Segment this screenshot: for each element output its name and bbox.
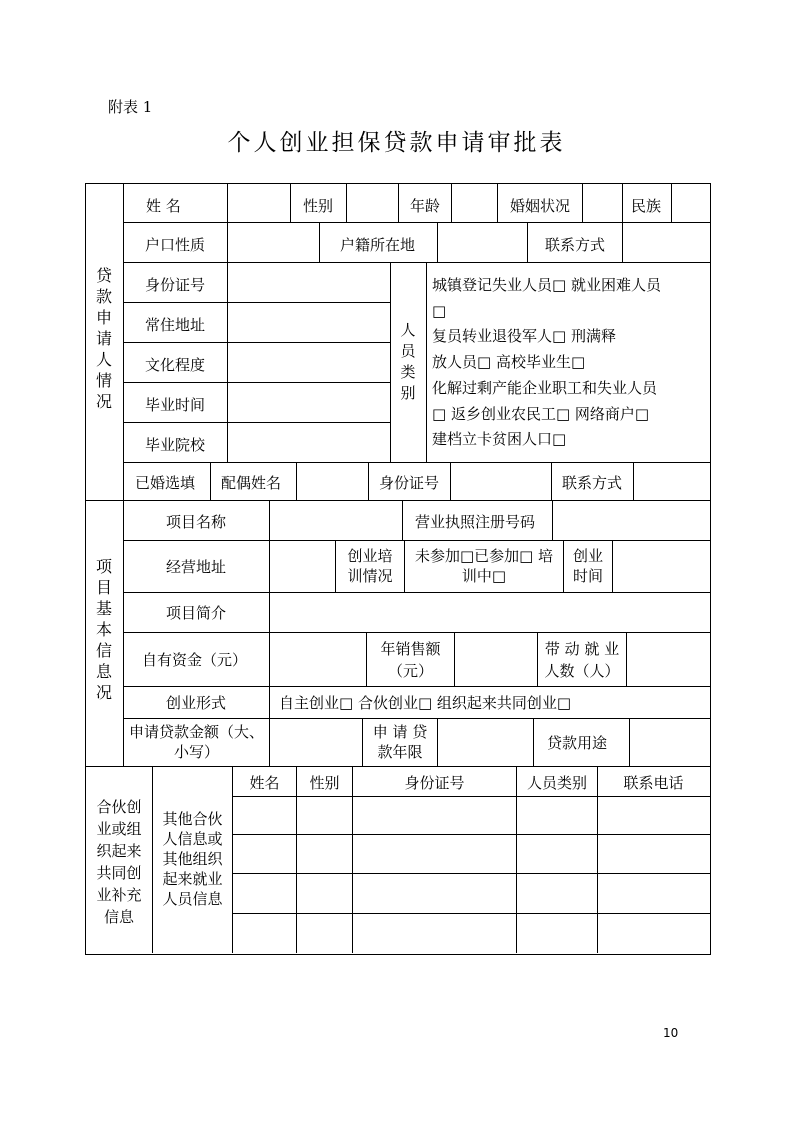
business-form-label: 创业形式: [166, 694, 227, 712]
start-time-label: 创业 时间: [572, 547, 603, 585]
spouse-id-field[interactable]: [451, 463, 551, 500]
contact-label: 联系方式: [545, 236, 606, 254]
graduation-school-label: 毕业院校: [145, 436, 206, 454]
own-funds-field[interactable]: [270, 633, 366, 686]
loan-use-field[interactable]: [630, 719, 709, 766]
jobs-created-label: 带 动 就 业 人数（人）: [544, 640, 620, 680]
gender-label: 性别: [303, 197, 334, 215]
spouse-id-label: 身份证号: [379, 474, 440, 492]
spouse-name-field[interactable]: [297, 463, 368, 500]
ethnicity-field[interactable]: [672, 184, 709, 222]
business-address-label: 经营地址: [166, 558, 227, 576]
name-label: 姓 名: [146, 197, 181, 215]
project-intro-label: 项目简介: [166, 604, 227, 622]
category-options[interactable]: 城镇登记失业人员□ 就业困难人员 □ 复员转业退役军人□ 刑满释 放人员□ 高校毕业生□ 化解过剩产能企业职工和失业人员 □ 返乡创业农民工□ 网络商户□ 建档立卡贫困人口□: [432, 276, 661, 449]
business-address-field[interactable]: [270, 541, 335, 592]
loan-use-label: 贷款用途: [547, 734, 608, 752]
loan-term-label: 申 请 贷 款年限: [372, 723, 428, 761]
spouse-contact-field[interactable]: [634, 463, 709, 500]
appendix-label: 附表 1: [108, 98, 153, 116]
other-partners-label: 其他合伙 人信息或 其他组织 起来就业 人员信息: [162, 810, 223, 908]
partner-section-title: 合伙创 业或组 织起来 共同创 业补充 信息: [96, 798, 142, 926]
project-name-field[interactable]: [270, 501, 402, 540]
age-label: 年龄: [410, 197, 441, 215]
project-name-label: 项目名称: [166, 513, 227, 531]
hukou-type-field[interactable]: [228, 223, 319, 262]
gender-field[interactable]: [347, 184, 398, 222]
hukou-type-label: 户口性质: [145, 236, 206, 254]
partner-rows-area[interactable]: [233, 797, 709, 952]
page-number: 10: [663, 1026, 679, 1040]
marital-status-label: 婚姻状况: [510, 197, 571, 215]
age-field[interactable]: [452, 184, 497, 222]
loan-amount-field[interactable]: [270, 719, 362, 766]
col-category-header: 人员类别: [526, 774, 587, 792]
applicant-section-title: 贷 款 申 请 人 情 况: [95, 266, 112, 411]
spouse-name-label: 配偶姓名: [221, 474, 282, 492]
spouse-contact-label: 联系方式: [562, 474, 623, 492]
hukou-location-field[interactable]: [438, 223, 527, 262]
id-number-field[interactable]: [228, 263, 390, 302]
marital-status-field[interactable]: [583, 184, 622, 222]
loan-amount-label: 申请贷款金额（大、 小写）: [128, 723, 264, 761]
graduation-school-field[interactable]: [228, 423, 390, 462]
contact-field[interactable]: [623, 223, 709, 262]
graduation-time-field[interactable]: [228, 383, 390, 422]
project-intro-field[interactable]: [270, 593, 709, 632]
own-funds-label: 自有资金（元）: [142, 651, 248, 669]
id-number-label: 身份证号: [145, 276, 206, 294]
education-field[interactable]: [228, 343, 390, 382]
category-label: 人 员 类 别: [400, 321, 416, 402]
name-field[interactable]: [228, 184, 290, 222]
col-id-header: 身份证号: [404, 774, 465, 792]
jobs-created-field[interactable]: [627, 633, 709, 686]
hukou-location-label: 户籍所在地: [340, 236, 416, 254]
start-time-field[interactable]: [613, 541, 709, 592]
business-form-options[interactable]: 自主创业□ 合伙创业□ 组织起来共同创业□: [279, 694, 572, 712]
address-field[interactable]: [228, 303, 390, 342]
license-no-field[interactable]: [553, 501, 709, 540]
married-fill-label: 已婚选填: [135, 474, 196, 492]
education-label: 文化程度: [145, 356, 206, 374]
col-phone-header: 联系电话: [623, 774, 684, 792]
loan-term-field[interactable]: [438, 719, 533, 766]
address-label: 常住地址: [145, 316, 206, 334]
annual-sales-field[interactable]: [455, 633, 537, 686]
graduation-time-label: 毕业时间: [145, 396, 206, 414]
page-title: 个人创业担保贷款申请审批表: [227, 130, 566, 156]
training-label: 创业培 训情况: [347, 547, 393, 585]
project-section-title: 项 目 基 本 信 息 况: [95, 557, 112, 702]
col-gender-header: 性别: [309, 774, 340, 792]
license-no-label: 营业执照注册号码: [415, 513, 536, 531]
annual-sales-label: 年销售额 （元）: [380, 640, 441, 680]
col-name-header: 姓名: [249, 774, 280, 792]
ethnicity-label: 民族: [631, 197, 662, 215]
training-options[interactable]: 未参加□已参加□ 培 训中□: [414, 547, 554, 585]
